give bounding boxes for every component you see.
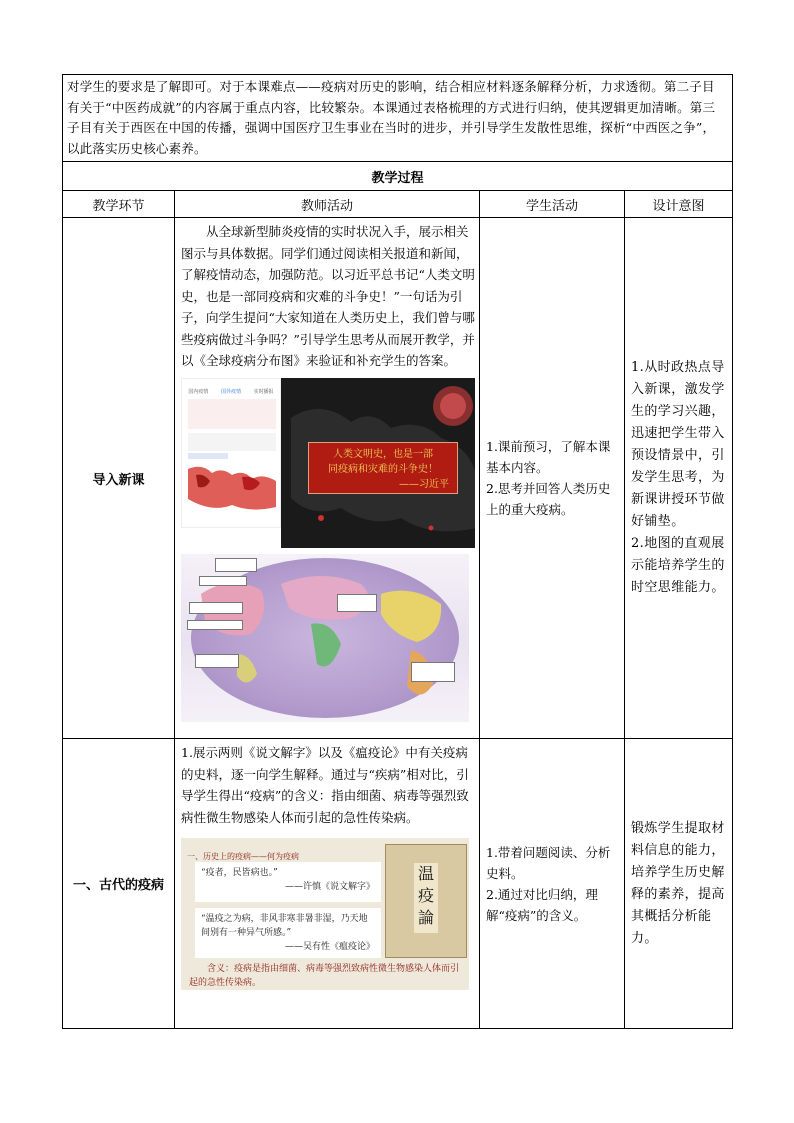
student-activity-intro (480, 218, 625, 739)
wenyilun-book-cover (385, 844, 467, 958)
shuowen-quote (195, 862, 381, 902)
quote-source: ——吴有性《瘟疫论》 (284, 942, 375, 952)
xi-quote-box (308, 442, 458, 494)
design-intent-ancient (625, 739, 733, 1029)
intro-text: 对学生的要求是了解即可。对于本课难点——疫病对历史的影响，结合相应材料逐条解释分析，力求透彻。第二子目有关于“中医药成就”的内容属于重点内容，比较繁杂。本课通过表格梳理的方式进行归纳，使其逻辑更加清晰。第三子目有关于西医在中国的传播，强调中国医疗卫生事业在当时的进步，并引导学生发散性思维，探析“中西医之争”，以此落实历史核心素养。 (63, 75, 733, 162)
quote-source: ——许慎《说文解字》 (284, 882, 375, 892)
wenyilun-quote (195, 908, 381, 958)
definition-text: 含义：疫病是指由细菌、病毒等强烈致病性微生物感染人体而引起的急性传染病。 (189, 964, 460, 988)
student-item: 1.带着问题阅读、分析史料。 (486, 844, 611, 881)
design-item: 锻炼学生提取材料信息的能力，培养学生历史解释的素养，提高其概括分析能力。 (631, 820, 725, 946)
student-item: 2.思考并回答人类历史上的重大疫病。 (486, 481, 611, 517)
segment-intro: 导入新课 (63, 218, 175, 739)
design-intent-intro (625, 218, 733, 739)
quote-line-1: 人类文明史，也是一部 (332, 448, 433, 460)
map-label (199, 576, 247, 586)
map-label (187, 620, 243, 630)
quote-attribution: ——习近平 (398, 478, 449, 490)
epidemic-definition-image (181, 838, 469, 990)
teacher-text: 从全球新型肺炎疫情的实时状况入手，展示相关图示与具体数据。同学们通过阅读相关报道和新闻，了解疫情动态，加强防范。以习近平总书记“人类文明史，也是一部同疫病和灾难的斗争史！”一句话为引子，向学生提问“大家知道在人类历史上，我们曾与哪些疫病做过斗争吗？”引导学生思考从而展开教学，并以《全球疫病分布图》来验证和补充学生的答案。 (181, 224, 475, 368)
header-segment: 教学环节 (63, 191, 175, 218)
epidemic-dashboard-image: 国内疫情 国外疫情 实时播报 (181, 378, 281, 528)
map-label (411, 662, 455, 682)
book-title: 温疫論 (414, 863, 438, 933)
xi-quote-image (281, 378, 475, 548)
map-label (337, 594, 377, 612)
map-label (215, 558, 257, 572)
image-title: 一、历史上的疫病——何为疫病 (187, 852, 299, 861)
quote-line-2: 同疫病和灾难的斗争史！ (327, 463, 438, 475)
map-label (189, 602, 243, 614)
map-label (195, 654, 239, 668)
student-activity-ancient (480, 739, 625, 1029)
design-item: 2.地图的直观展示能培养学生的时空思维能力。 (631, 536, 725, 595)
global-epidemic-map-image (181, 554, 469, 722)
teacher-activity-intro (175, 218, 480, 739)
header-teacher: 教师活动 (175, 191, 480, 218)
teacher-text: 1.展示两则《说文解字》以及《瘟疫论》中有关疫病的史料，逐一向学生解释。通过与“疾病”相对比，引导学生得出“疫病”的含义：指由细菌、病毒等强烈致病性微生物感染人体而引起的急性传染病。 (181, 745, 469, 825)
design-item: 1.从时政热点导入新课，激发学生的学习兴趣，迅速把学生带入预设情景中，引发学生思考，为新课讲授环节做好铺垫。 (631, 360, 725, 529)
quote-text: “疫者，民皆病也。” (201, 868, 278, 878)
segment-ancient-epidemics: 一、古代的疫病 (63, 739, 175, 1029)
student-item: 2.通过对比归纳，理解“疫病”的含义。 (486, 886, 598, 923)
lesson-plan-page (62, 74, 732, 1029)
quote-text: “温疫之为病，非风非寒非暑非湿，乃天地间别有一种异气所感。” (201, 914, 368, 938)
header-design: 设计意图 (625, 191, 733, 218)
teacher-activity-ancient (175, 739, 480, 1029)
header-student: 学生活动 (480, 191, 625, 218)
student-item: 1.课前预习，了解本课基本内容。 (486, 439, 611, 475)
section-title: 教学过程 (63, 162, 733, 191)
dashboard-chart (182, 389, 282, 529)
lesson-plan-table (62, 74, 733, 1029)
epidemic-images (181, 378, 475, 548)
